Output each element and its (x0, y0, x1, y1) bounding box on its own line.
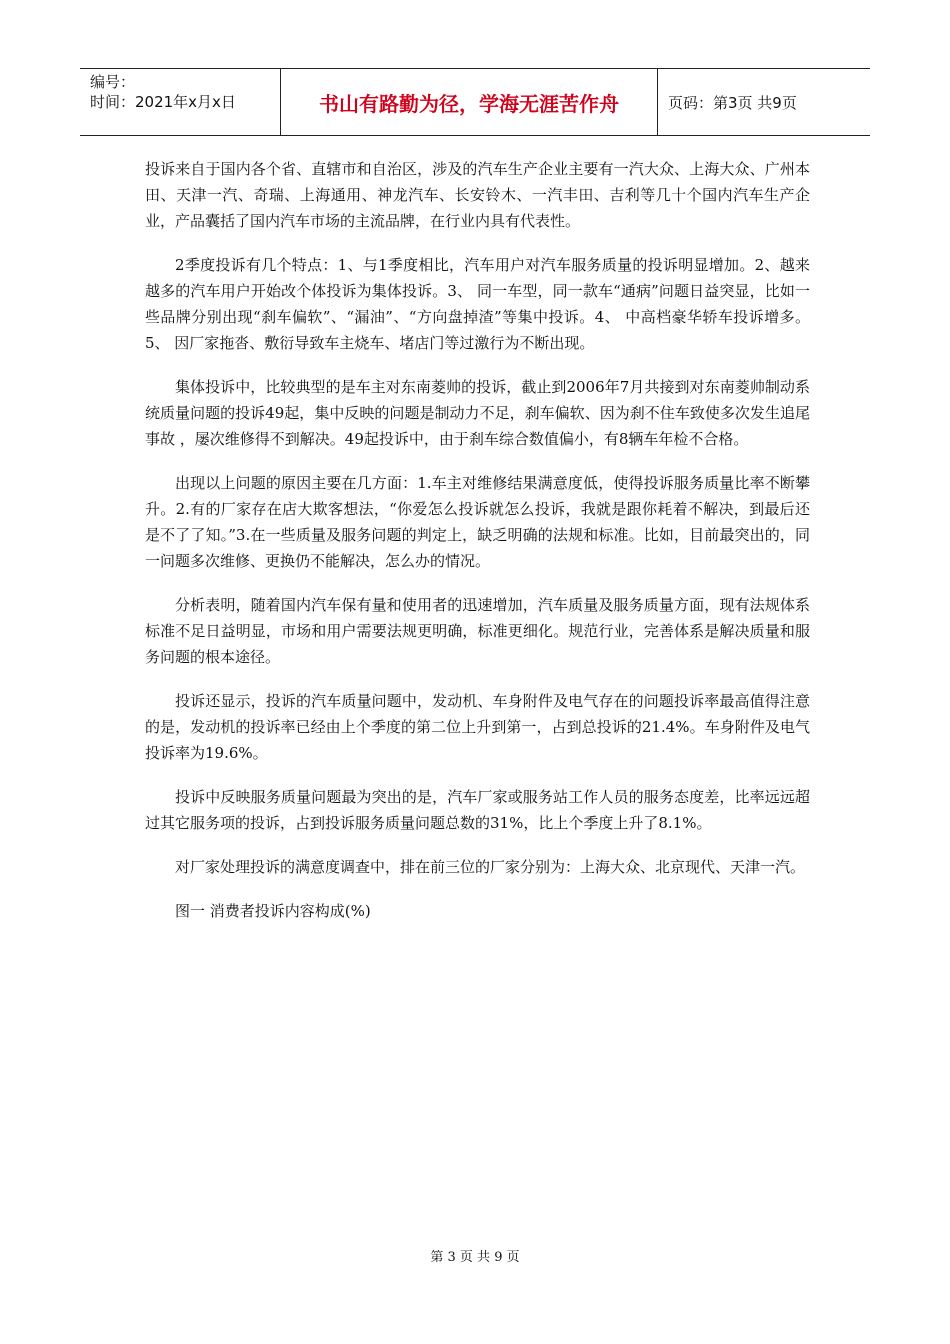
paragraph-collective-complaints: 集体投诉中，比较典型的是车主对东南菱帅的投诉，截止到2006年7月共接到对东南菱帅制动系统质量问题的投诉49起，集中反映的问题是制动力不足，刹车偏软、因为刹不住车致使多次发生追尾事故 ，屡次维修得不到解决。49起投诉中，由于刹车综合数值偏小，有8辆车年检不合格。 (145, 378, 810, 448)
page-footer: 第 3 页 共 9 页 (430, 1250, 520, 1265)
header-page-info: 页码：第3页 共9页 (668, 93, 797, 112)
paragraph-service-issues: 投诉中反映服务质量问题最为突出的是，汽车厂家或服务站工作人员的服务态度差，比率远远超过其它服务项的投诉，占到投诉服务质量问题总数的31%，比上个季度上升了8.1%。 (145, 788, 810, 832)
paragraph-quality-issues: 投诉还显示，投诉的汽车质量问题中，发动机、车身附件及电气存在的问题投诉率最高值得注意的是，发动机的投诉率已经由上个季度的第二位上升到第一，占到总投诉的21.4%。车身附件及电气投诉率为19.6%。 (145, 692, 810, 762)
paragraph-q2-features: 2季度投诉有几个特点：1、与1季度相比，汽车用户对汽车服务质量的投诉明显增加。2、越来越多的汽车用户开始改个体投诉为集体投诉。3、 同一车型，同一款车“通病”问题日益突显，比如一些品牌分别出现“刹车偏软”、“漏油”、“方向盘掉渣”等集中投诉。4、 中高档豪华轿车投诉增多。 5、 因厂家拖沓、敷衍导致车主烧车、堵店门等过激行为不断出现。 (145, 256, 810, 352)
header-meta (80, 69, 280, 135)
document-date: 时间：2021年x月x日 (90, 93, 236, 111)
document-number-label: 编号： (90, 73, 136, 91)
paragraph-analysis: 分析表明，随着国内汽车保有量和使用者的迅速增加，汽车质量及服务质量方面，现有法规体系标准不足日益明显，市场和用户需要法规更明确，标准更细化。规范行业，完善体系是解决质量和服务问题的根本途径。 (145, 596, 810, 666)
figure-caption: 图一 消费者投诉内容构成(%) (175, 902, 371, 920)
paragraph-causes: 出现以上问题的原因主要在几方面：1.车主对维修结果满意度低，使得投诉服务质量比率不断攀升。2.有的厂家存在店大欺客想法，“你爱怎么投诉就怎么投诉，我就是跟你耗着不解决，到最后还是不了了知。”3.在一些质量及服务问题的判定上，缺乏明确的法规和标准。比如，目前最突出的，同一问题多次维修、更换仍不能解决，怎么办的情况。 (145, 474, 810, 570)
document-body (145, 156, 810, 942)
page-header (80, 68, 870, 136)
header-motto: 书山有路勤为径，学海无涯苦作舟 (280, 69, 658, 135)
paragraph-complaint-sources: 投诉来自于国内各个省、直辖市和自治区，涉及的汽车生产企业主要有一汽大众、上海大众、广州本田、天津一汽、奇瑞、上海通用、神龙汽车、长安铃木、一汽丰田、吉利等几十个国内汽车生产企业，产品囊括了国内汽车市场的主流品牌，在行业内具有代表性。 (145, 160, 810, 230)
paragraph-satisfaction: 对厂家处理投诉的满意度调查中，排在前三位的厂家分别为：上海大众、北京现代、天津一汽。 (175, 858, 806, 876)
